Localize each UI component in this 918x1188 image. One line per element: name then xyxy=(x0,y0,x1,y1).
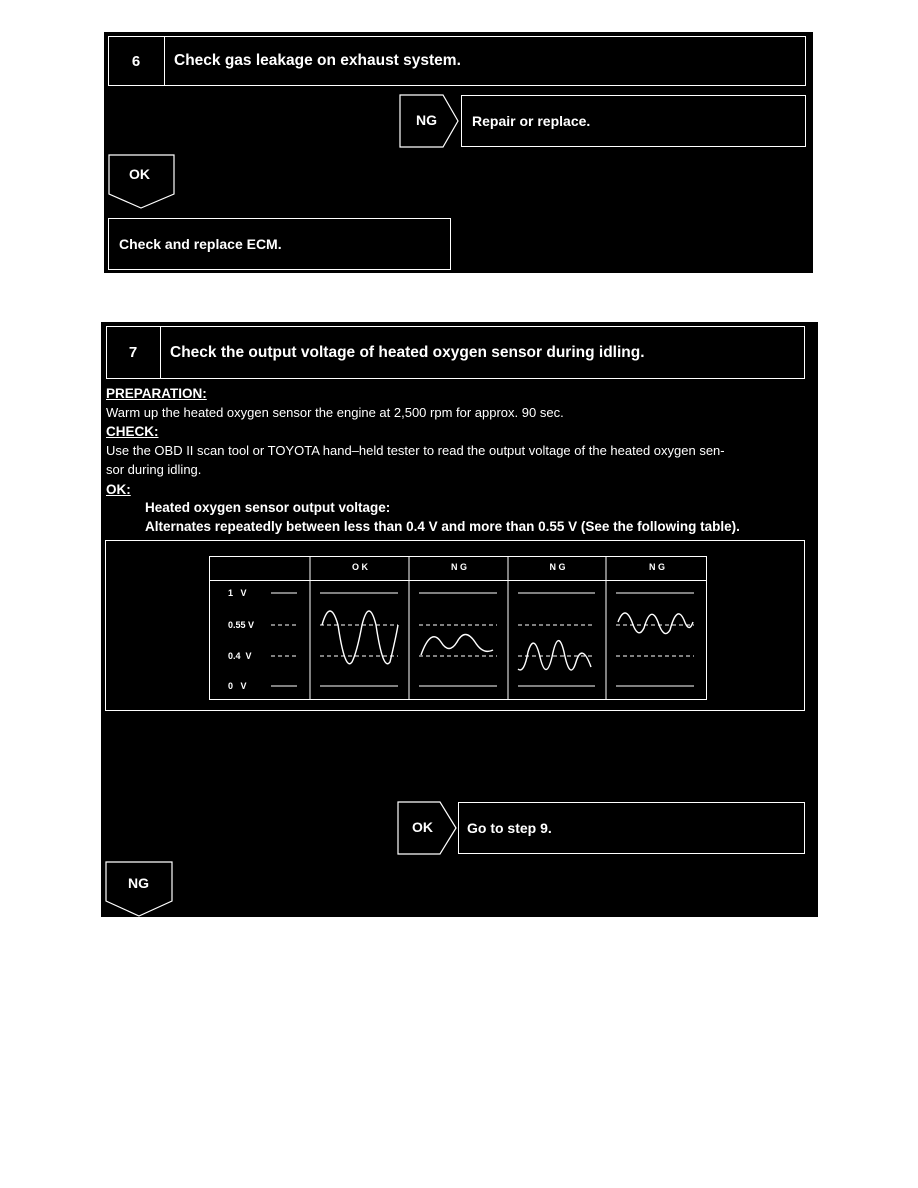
waveform-ng-3 xyxy=(618,613,693,634)
preparation-label: PREPARATION: xyxy=(106,386,207,401)
step6-panel xyxy=(104,32,813,273)
step6-number: 6 xyxy=(108,36,165,86)
step6-ng-result: Repair or replace. xyxy=(461,95,806,147)
step6-ok-result: Check and replace ECM. xyxy=(108,218,451,270)
step6-ok-tag: OK xyxy=(129,166,150,182)
step6-ng-arrow-icon xyxy=(400,95,458,147)
waveform-ng-1 xyxy=(421,635,493,656)
row-label-0v: 0 V xyxy=(228,681,247,691)
col-header-4: N G xyxy=(648,562,665,572)
col-header-3: N G xyxy=(549,562,566,572)
step7-panel xyxy=(101,322,818,917)
step6-arrows xyxy=(104,32,813,273)
ok-text-line2: Alternates repeatedly between less than 0.4 V and more than 0.55 V (See the following table). xyxy=(145,519,740,534)
check-label: CHECK: xyxy=(106,424,159,439)
preparation-text: Warm up the heated oxygen sensor the engine at 2,500 rpm for approx. 90 sec. xyxy=(106,405,564,420)
step7-number: 7 xyxy=(106,326,161,379)
step7-ng-tag: NG xyxy=(128,875,149,891)
step7-title: Check the output voltage of heated oxygen sensor during idling. xyxy=(170,343,645,361)
col-header-1: O K xyxy=(351,562,368,572)
step6-title: Check gas leakage on exhaust system. xyxy=(174,52,461,69)
ok-label: OK: xyxy=(106,482,131,497)
check-text-line2: sor during idling. xyxy=(106,462,202,477)
step6-ng-tag: NG xyxy=(416,112,437,128)
row-label-04v: 0.4 V xyxy=(228,651,252,661)
ok-text-line1: Heated oxygen sensor output voltage: xyxy=(145,500,391,515)
waveform-ng-2 xyxy=(518,641,591,670)
step6-ok-arrow-icon xyxy=(109,155,174,208)
step7-ok-result: Go to step 9. xyxy=(458,802,805,854)
row-label-055v: 0.55 V xyxy=(228,620,255,630)
check-text-line1: Use the OBD II scan tool or TOYOTA hand–held tester to read the output voltage of the heated oxygen sen- xyxy=(106,443,725,458)
row-label-1v: 1 V xyxy=(228,588,247,598)
step7-ok-tag: OK xyxy=(412,819,433,835)
col-header-2: N G xyxy=(450,562,467,572)
